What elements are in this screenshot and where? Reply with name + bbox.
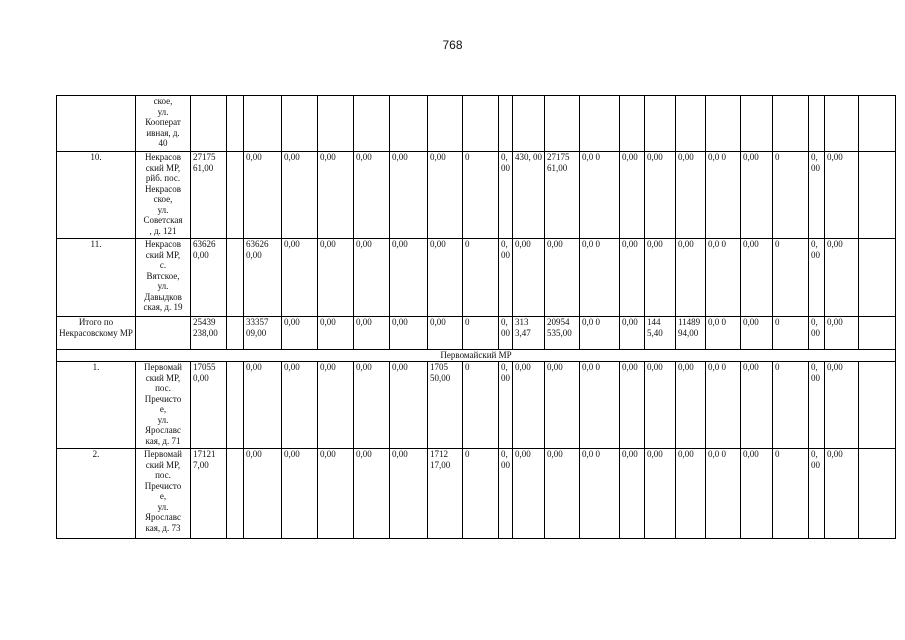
value-cell: 27175 61,00 <box>545 152 580 239</box>
value-cell: 0,00 <box>318 362 354 449</box>
address-line: ул. <box>157 414 169 425</box>
value-cell <box>390 96 428 152</box>
section-title: Первомайский МР <box>57 350 896 362</box>
value-cell: 0,00 <box>825 152 859 239</box>
row-number: 10. <box>57 152 136 239</box>
address-line: ский МР, <box>145 372 181 383</box>
value-cell: 0,00 <box>244 449 282 539</box>
value-cell <box>706 96 741 152</box>
value-cell: 0,0 0 <box>706 449 741 539</box>
address-line: Кооперат <box>145 117 181 127</box>
value-cell: 0,00 <box>620 362 645 449</box>
value-cell: 0,00 <box>645 152 676 239</box>
value-cell: 0,00 <box>809 152 825 239</box>
address-line: Первомай <box>144 362 182 372</box>
address-line: ское, <box>153 96 173 106</box>
value-cell: 17121 7,00 <box>191 449 227 539</box>
value-cell <box>227 152 244 239</box>
value-cell <box>318 96 354 152</box>
value-cell: 0,00 <box>499 362 513 449</box>
table-row <box>57 96 896 152</box>
value-cell: 0,00 <box>499 317 513 350</box>
value-cell: 0,00 <box>428 317 463 350</box>
value-cell: 0 <box>463 317 499 350</box>
value-cell: 0,00 <box>741 449 773 539</box>
value-cell: 0,00 <box>545 362 580 449</box>
value-cell <box>227 96 244 152</box>
value-cell <box>227 317 244 350</box>
value-cell: 0,00 <box>513 239 545 317</box>
value-cell: 0,00 <box>354 239 390 317</box>
page-number: 768 <box>442 38 463 52</box>
value-cell: 0,00 <box>282 152 318 239</box>
value-cell <box>463 96 499 152</box>
value-cell: 20954 535,00 <box>545 317 580 350</box>
value-cell <box>809 96 825 152</box>
value-cell: 0,00 <box>545 239 580 317</box>
address-line: с. <box>159 260 167 270</box>
address-cell <box>136 96 191 152</box>
value-cell: 0 <box>773 317 809 350</box>
value-cell: 17055 0,00 <box>191 362 227 449</box>
address-line: ул. <box>157 204 169 215</box>
value-cell: 0 <box>773 362 809 449</box>
address-line: кая, д. 73 <box>145 522 181 533</box>
value-cell <box>227 239 244 317</box>
value-cell: 0,00 <box>390 317 428 350</box>
address-line: пос. <box>155 470 171 480</box>
table-row <box>57 152 896 239</box>
value-cell <box>513 96 545 152</box>
value-cell: 0,00 <box>825 239 859 317</box>
value-cell: 0,00 <box>318 152 354 239</box>
row-number: 1. <box>57 362 136 449</box>
address-line: ский МР, <box>145 459 181 470</box>
address-line: Ярославс <box>145 512 181 522</box>
table-row <box>57 317 896 350</box>
value-cell: 0,0 0 <box>706 362 741 449</box>
value-cell <box>859 362 896 449</box>
value-cell <box>191 96 227 152</box>
value-cell: 0,0 0 <box>706 239 741 317</box>
value-cell <box>354 96 390 152</box>
row-number: 11. <box>57 239 136 317</box>
value-cell <box>859 239 896 317</box>
address-line: ский МР, <box>145 249 181 260</box>
value-cell: 0,00 <box>282 449 318 539</box>
address-line: ул. <box>157 281 169 291</box>
value-cell: 0,00 <box>620 152 645 239</box>
value-cell: 33357 09,00 <box>244 317 282 350</box>
value-cell <box>244 96 282 152</box>
address-line: кая, д. 71 <box>145 435 181 446</box>
value-cell: 0,00 <box>741 239 773 317</box>
address-line: Вятское, <box>146 270 180 281</box>
value-cell: 0,00 <box>676 152 706 239</box>
value-cell: 0,00 <box>809 362 825 449</box>
value-cell <box>499 96 513 152</box>
value-cell: 0,0 0 <box>580 152 620 239</box>
value-cell: 0,0 0 <box>706 317 741 350</box>
address-line: Некрасов <box>144 152 182 162</box>
address-line: Давыдков <box>144 291 182 302</box>
value-cell: 0,00 <box>741 362 773 449</box>
value-cell: 0,00 <box>676 449 706 539</box>
value-cell: 1712 17,00 <box>428 449 463 539</box>
address-line: Некрасов <box>144 239 182 249</box>
value-cell <box>741 96 773 152</box>
value-cell: 11489 94,00 <box>676 317 706 350</box>
value-cell <box>645 96 676 152</box>
value-cell: 0,00 <box>499 449 513 539</box>
value-cell: 0,00 <box>244 152 282 239</box>
value-cell: 0,00 <box>741 317 773 350</box>
value-cell: 144 5,40 <box>645 317 676 350</box>
value-cell: 0,0 0 <box>580 362 620 449</box>
value-cell: 313 3,47 <box>513 317 545 350</box>
value-cell: 0,00 <box>390 239 428 317</box>
value-cell: 0 <box>463 449 499 539</box>
value-cell: 63626 0,00 <box>244 239 282 317</box>
value-cell: 0 <box>773 152 809 239</box>
address-cell <box>136 449 191 539</box>
address-line: Пречисто <box>144 480 182 491</box>
address-line: ул. <box>157 106 169 117</box>
value-cell: 0,00 <box>545 449 580 539</box>
value-cell: 0,0 0 <box>580 449 620 539</box>
value-cell: 0 <box>463 152 499 239</box>
value-cell: 0,00 <box>499 152 513 239</box>
value-cell: 0,00 <box>809 239 825 317</box>
address-line: ское, <box>153 194 173 204</box>
address-line: , д. 121 <box>149 225 177 236</box>
value-cell <box>859 96 896 152</box>
value-cell: 27175 61,00 <box>191 152 227 239</box>
value-cell: 0,00 <box>513 449 545 539</box>
table-row <box>57 449 896 539</box>
value-cell: 0,00 <box>825 317 859 350</box>
value-cell: 0,0 0 <box>580 239 620 317</box>
value-cell: 0,0 0 <box>580 317 620 350</box>
value-cell <box>859 152 896 239</box>
value-cell: 0,00 <box>390 449 428 539</box>
value-cell: 0,00 <box>354 362 390 449</box>
value-cell <box>428 96 463 152</box>
address-line: 40 <box>158 138 168 148</box>
value-cell <box>620 96 645 152</box>
value-cell <box>227 449 244 539</box>
value-cell: 0,00 <box>620 239 645 317</box>
value-cell: 0,00 <box>318 449 354 539</box>
value-cell: 0,00 <box>318 317 354 350</box>
value-cell: 0,00 <box>390 362 428 449</box>
value-cell: 0,00 <box>390 152 428 239</box>
value-cell <box>825 96 859 152</box>
address-line: ская, д. 19 <box>143 302 183 312</box>
row-number: 2. <box>57 449 136 539</box>
value-cell: 0,00 <box>809 449 825 539</box>
value-cell: 0 <box>773 239 809 317</box>
value-cell: 0,0 0 <box>706 152 741 239</box>
value-cell <box>859 317 896 350</box>
value-cell <box>773 96 809 152</box>
value-cell: 0,00 <box>825 362 859 449</box>
table-row <box>57 362 896 449</box>
section-row <box>57 350 896 362</box>
value-cell: 0,00 <box>428 239 463 317</box>
value-cell: 0,00 <box>282 362 318 449</box>
value-cell: 0,00 <box>676 239 706 317</box>
value-cell: 0,00 <box>428 152 463 239</box>
address-cell <box>136 239 191 317</box>
address-cell <box>136 317 191 350</box>
value-cell: 0,00 <box>282 239 318 317</box>
address-line: е, <box>159 404 167 414</box>
value-cell <box>580 96 620 152</box>
value-cell: 0 <box>463 362 499 449</box>
address-line: е, <box>159 491 167 501</box>
value-cell: 0,00 <box>809 317 825 350</box>
value-cell: 0,00 <box>620 449 645 539</box>
address-line: Ярославс <box>145 425 181 435</box>
address-line: Первомай <box>144 449 182 459</box>
data-table <box>56 95 896 539</box>
address-line: ивная, д. <box>146 127 180 138</box>
value-cell: 0,00 <box>318 239 354 317</box>
value-cell: 0,00 <box>645 449 676 539</box>
value-cell: 0,00 <box>645 362 676 449</box>
value-cell: 0,00 <box>354 317 390 350</box>
value-cell: 0,00 <box>513 362 545 449</box>
value-cell: 0,00 <box>620 317 645 350</box>
value-cell <box>859 449 896 539</box>
address-cell <box>136 362 191 449</box>
table-row <box>57 239 896 317</box>
row-number <box>57 96 136 152</box>
address-line: ский МР, <box>145 162 181 173</box>
value-cell: 63626 0,00 <box>191 239 227 317</box>
address-cell <box>136 152 191 239</box>
address-line: ул. <box>157 501 169 512</box>
address-line: Пречисто <box>144 393 182 404</box>
value-cell <box>282 96 318 152</box>
address-line: рйб. пос. <box>145 173 181 183</box>
value-cell: 0 <box>773 449 809 539</box>
value-cell: 0,00 <box>741 152 773 239</box>
value-cell: 0,00 <box>499 239 513 317</box>
value-cell: 430, 00 <box>513 152 545 239</box>
value-cell: 0,00 <box>825 449 859 539</box>
value-cell <box>676 96 706 152</box>
value-cell: 0,00 <box>354 449 390 539</box>
address-line: Некрасов <box>144 183 182 194</box>
value-cell: 0,00 <box>282 317 318 350</box>
value-cell <box>545 96 580 152</box>
address-line: Советская <box>143 215 183 225</box>
value-cell: 0,00 <box>645 239 676 317</box>
row-number: Итого по Некрасовскому МР <box>57 317 136 350</box>
value-cell: 0,00 <box>244 362 282 449</box>
value-cell: 0 <box>463 239 499 317</box>
value-cell <box>227 362 244 449</box>
address-line: пос. <box>155 383 171 393</box>
value-cell: 25439 238,00 <box>191 317 227 350</box>
value-cell: 0,00 <box>354 152 390 239</box>
value-cell: 0,00 <box>676 362 706 449</box>
value-cell: 1705 50,00 <box>428 362 463 449</box>
